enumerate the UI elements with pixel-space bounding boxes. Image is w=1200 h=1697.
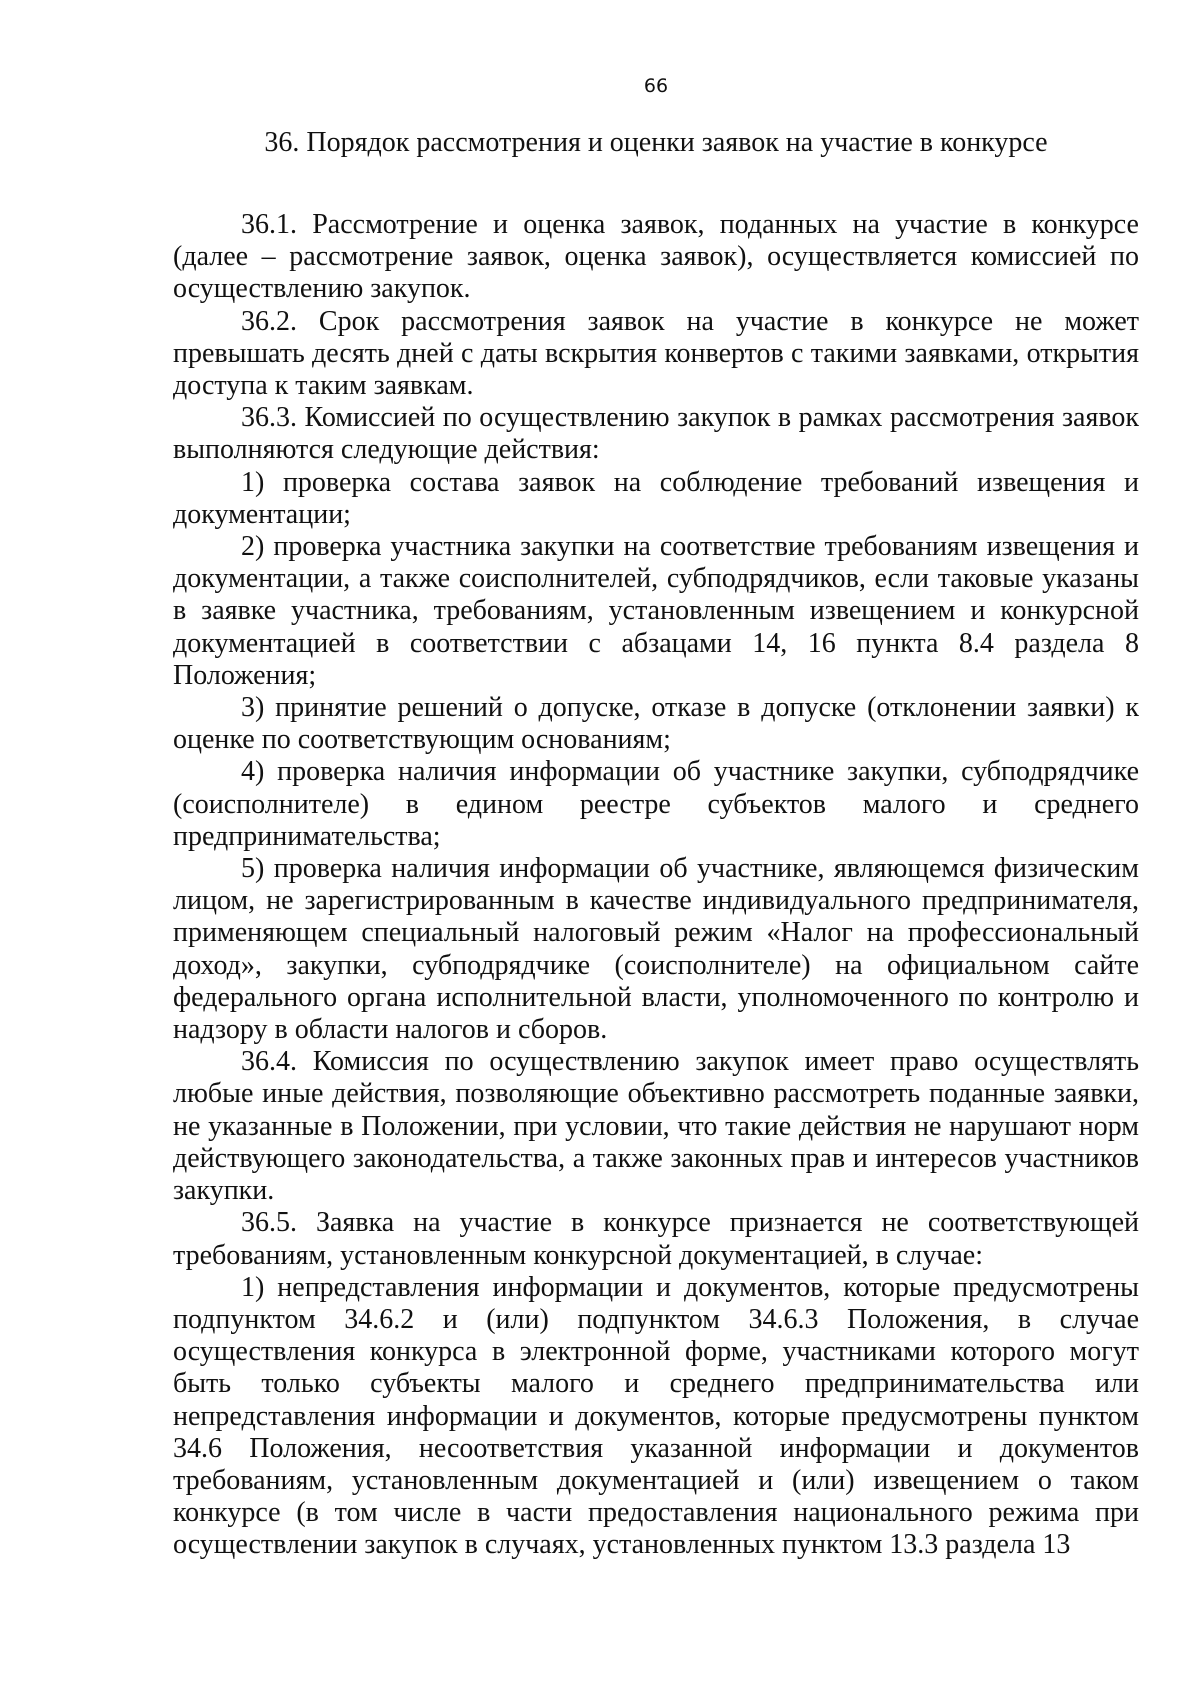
paragraph-36-4: 36.4. Комиссия по осуществлению закупок имеет право осуществлять любые иные действия, позволяющие объективно рассмотреть поданные заявки, не указанные в Положении, при условии, что такие действия не нарушают норм действующего законодательства, а также законных прав и интересов участников закупки. xyxy=(173,1046,1139,1207)
list-item-36-3-5: 5) проверка наличия информации об участнике, являющемся физическим лицом, не зарегистрированным в качестве индивидуального предпринимателя, применяющем специальный налоговый режим «Налог на профессиональный доход», закупки, субподрядчике (соисполнителе) на официальном сайте федерального органа исполнительной власти, уполномоченного по контролю и надзору в области налогов и сборов. xyxy=(173,853,1139,1046)
document-page xyxy=(173,0,1139,1697)
paragraph-36-3: 36.3. Комиссией по осуществлению закупок в рамках рассмотрения заявок выполняются следующие действия: xyxy=(173,402,1139,466)
section-heading: 36. Порядок рассмотрения и оценки заявок на участие в конкурсе xyxy=(264,127,1048,158)
list-item-36-3-3: 3) принятие решений о допуске, отказе в допуске (отклонении заявки) к оценке по соответствующим основаниям; xyxy=(173,692,1139,756)
list-item-36-3-4: 4) проверка наличия информации об участнике закупки, субподрядчике (соисполнителе) в едином реестре субъектов малого и среднего предпринимательства; xyxy=(173,756,1139,852)
document-body xyxy=(173,209,1139,1562)
list-item-36-3-1: 1) проверка состава заявок на соблюдение требований извещения и документации; xyxy=(173,466,1139,530)
paragraph-36-1: 36.1. Рассмотрение и оценка заявок, поданных на участие в конкурсе (далее – рассмотрение заявок, оценка заявок), осуществляется комиссией по осуществлению закупок. xyxy=(173,209,1139,305)
paragraph-36-5: 36.5. Заявка на участие в конкурсе признается не соответствующей требованиям, установленным конкурсной документацией, в случае: xyxy=(173,1207,1139,1271)
list-item-36-5-1: 1) непредставления информации и документов, которые предусмотрены подпунктом 34.6.2 и (или) подпунктом 34.6.3 Положения, в случае осуществления конкурса в электронной форме, участниками которого могут быть только субъекты малого и среднего предпринимательства или непредставления информации и документов, которые предусмотрены пунктом 34.6 Положения, несоответствия указанной информации и документов требованиям, установленным документацией и (или) извещением о таком конкурсе (в том числе в части предоставления национального режима при осуществлении закупок в случаях, установленных пунктом 13.3 раздела 13 xyxy=(173,1271,1139,1561)
paragraph-36-2: 36.2. Срок рассмотрения заявок на участие в конкурсе не может превышать десять дней с даты вскрытия конвертов с такими заявками, открытия доступа к таким заявкам. xyxy=(173,305,1139,402)
page-number: 66 xyxy=(643,75,669,97)
list-item-36-3-2: 2) проверка участника закупки на соответствие требованиям извещения и документации, а также соисполнителей, субподрядчиков, если таковые указаны в заявке участника, требованиям, установленным извещением и конкурсной документацией в соответствии с абзацами 14, 16 пункта 8.4 раздела 8 Положения; xyxy=(173,531,1139,691)
